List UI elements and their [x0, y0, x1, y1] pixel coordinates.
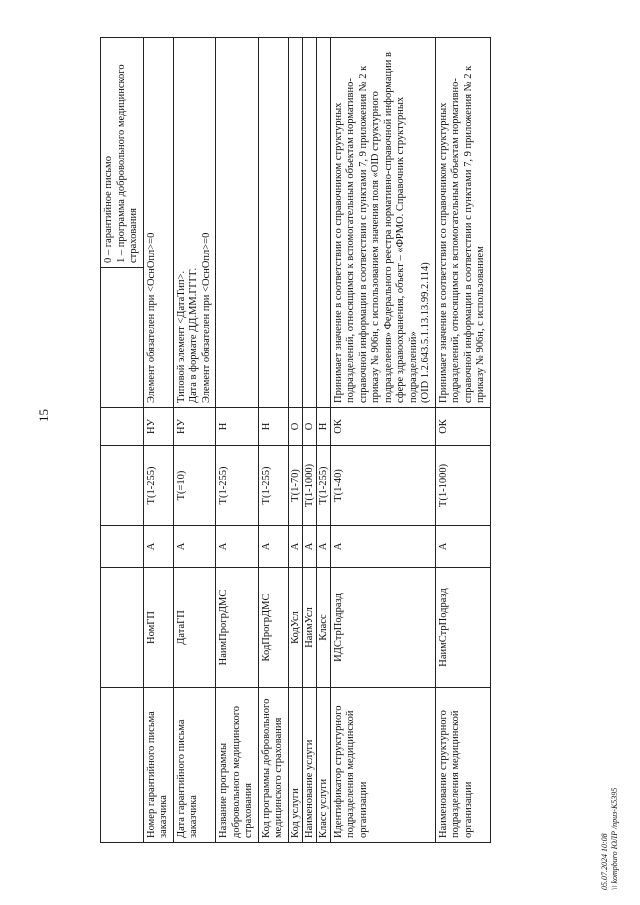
footer [600, 760, 620, 890]
row-format: Т(1-70) [288, 446, 302, 526]
row-tag: ДатаГП [173, 568, 216, 688]
row-req: ОК [330, 408, 435, 446]
row-tag: ИДСтрПодразд [330, 568, 435, 688]
row-note [288, 38, 302, 408]
row-name: Название программы добровольного медицинского страхования [216, 688, 259, 843]
row-name: Номер гарантийного письма заказчика [143, 688, 173, 843]
row-format: Т(=10) [173, 446, 216, 526]
row-note: Принимает значение в соответствии со справочником структурных подразделений, относящимся к вспомогательным объектам нормативно-справочной информации в соответствии с пунктами 7, 9 приложения № 2 к приказу № 906н, с использованием значения поля «OID структурного подразделения» Федерального реестра нормативно-справочной информации в сфере здравоохранения, объект – «ФРМО. Справочник структурных подразделений» (OID 1.2.643.5.1.13.13.99.2.114) [330, 38, 435, 408]
table-row [302, 38, 316, 843]
table-row [216, 38, 259, 843]
row-name: Класс услуги [316, 688, 330, 843]
row-format: Т(1-255) [143, 446, 173, 526]
row-tag: КодУсл [288, 568, 302, 688]
row-tag: НаимПрогрДМС [216, 568, 259, 688]
row-name: Идентификатор структурного подразделения медицинской организации [330, 688, 435, 843]
row-req: О [288, 408, 302, 446]
row-name: Дата гарантийного письма заказчика [173, 688, 216, 843]
row-note [316, 38, 330, 408]
row-req: НУ [173, 408, 216, 446]
row-format: Т(1-255) [316, 446, 330, 526]
row-req: НУ [143, 408, 173, 446]
row-tag: НаимСтрПодразд [435, 568, 490, 688]
row-tag: НомГП [143, 568, 173, 688]
row-format: Т(1-1000) [435, 446, 490, 526]
row-format: Т(1-40) [330, 446, 435, 526]
row-req: Н [316, 408, 330, 446]
table-row [435, 38, 490, 843]
table-body [101, 38, 491, 843]
row-type: А [216, 526, 259, 568]
row-req: О [302, 408, 316, 446]
footer-timestamp: 05.07.2024 10:08 [600, 833, 609, 890]
row-name: Наименование услуги [302, 688, 316, 843]
table-row [258, 38, 288, 843]
row-format: Т(1-255) [258, 446, 288, 526]
table-row [330, 38, 435, 843]
row-note: Типовой элемент <ДатаТип>. Дата в формате ДД.ММ.ГГГГ. Элемент обязателен при <ОснОпл>=0 [173, 38, 216, 408]
row-type: А [302, 526, 316, 568]
footer-path: \\ kompburo ЮЛР /приз-К5395 [610, 787, 619, 890]
row-type: А [143, 526, 173, 568]
table-row [316, 38, 330, 843]
row-note [302, 38, 316, 408]
row-req: Н [258, 408, 288, 446]
row-tag: Класс [316, 568, 330, 688]
row-req: ОК [435, 408, 490, 446]
row-type: А [258, 526, 288, 568]
table-row [288, 38, 302, 843]
row-note: Элемент обязателен при <ОснОпл>=0 [143, 38, 173, 408]
table-row [173, 38, 216, 843]
table-row [143, 38, 173, 843]
row-name: Наименование структурного подразделения медицинской организации [435, 688, 490, 843]
row-note: Принимает значение в соответствии со справочником структурных подразделений, относящимся к вспомогательным объектам нормативно-справочной информации в соответствии с пунктами 7, 9 приложения № 2 к приказу № 906н, с использованием [435, 38, 490, 408]
rotated-table-container [100, 38, 500, 843]
row-req: Н [216, 408, 259, 446]
top-note: 0 – гарантийное письмо 1 – программа добровольного медицинского страхования [101, 38, 144, 268]
row-format: Т(1-1000) [302, 446, 316, 526]
row-type: А [435, 526, 490, 568]
row-name: Код программы добровольного медицинского страхования [258, 688, 288, 843]
row-type: А [316, 526, 330, 568]
row-name: Код услуги [288, 688, 302, 843]
row-type: А [330, 526, 435, 568]
row-format: Т(1-255) [216, 446, 259, 526]
table-row-top-note [101, 38, 144, 843]
row-tag: КодПрогрДМС [258, 568, 288, 688]
row-note [216, 38, 259, 408]
page-number: 15 [36, 409, 51, 422]
row-note [258, 38, 288, 408]
row-type: А [288, 526, 302, 568]
requirements-table [100, 37, 491, 843]
row-tag: НаимУсл [302, 568, 316, 688]
row-type: А [173, 526, 216, 568]
